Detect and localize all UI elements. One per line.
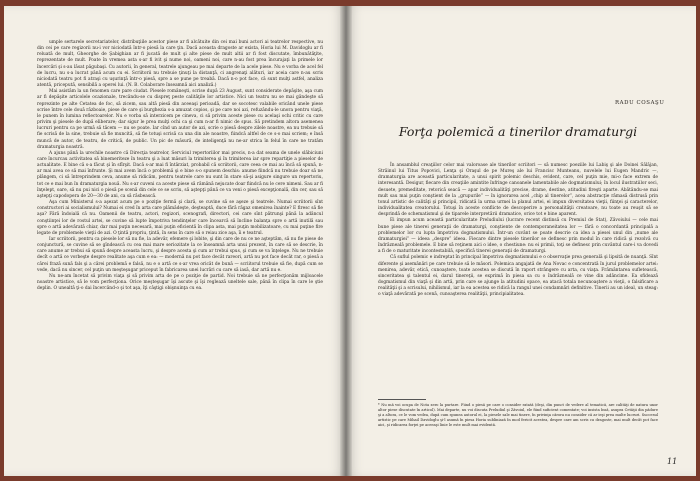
article-author: RADU COSAŞU — [615, 100, 665, 106]
right-page-text — [378, 163, 658, 298]
paragraph: umple sertarele secretariatelor, distribuţiile acestor piese ar fi alcătuite din cei mai buni actori ai teatrelor respective, nu din cei pe care regizorii nu-i vor niciodată într-o piesă la care ţin. Dacă aceasta dragoste ar exista, Horia lui M. Davidoglu ar fi reluată de mult, Gheorghe de Şabighian ar fi jucată de mult şi alte piese de mult altii ar fi fost discutate, îmbunătăţite, reprezentate de mult. Poate în vremea asta s-ar fi ivit şi nume noi, oameni noi, care n-au fost prea încurajaţi la primele lor încercări şi s-au lăsat păgubaşi. Cu autorii, în general, teatrele ajungeau pe mai departe de la acele piese. Nu e vorba de acel fel de lucru, nu s-a lucrat până acum cu ei. Scriitorii nu trebuie ţinuţi la distanţă, ci angrenaţi alături, iar aceia care n-au scris niciodată teatru pot fi atraşi cu uşurinţă într-o piesă, spre a se pune pe treabă. Dacă n-o pot face, că sunt mulţi astfel, analiza atentă, pricepută, sensibilă a operei lui. (N. B. Colaborare înseamnă aici analiză.) — [37, 40, 323, 89]
paragraph: Aşa cum Ministerul s-a aşezat acum pe o poziţie fermă şi clară, se cuvine să se aşeze şi teatrele. Numai scriitorii sînt constructori ai socialismului? Numai ei cred în arta care plămădeşte, deşteaptă, duce fără răgaz omenirea înainte? E firesc să fie aşa? Fără îndoială că nu. Oamenii de teatru, actori, regizori, scenografi, directori, cei care sînt pătrunşi până la adâncul conştiinţei lor de rostul artei, se cuvine să lupte împotriva tendinţelor care încearcă să încline balanţa spre o artă inutilă sau spre o artă adevărată chiar, dar mai puţin necesară, mai puţin eficientă în clipa asta, mai puţin mobilizatoare, cu mai puţine fire legate de problemele vieţii de azi. O ţintă propriu, ţintă, în sens în care să o reiau zice aşa, îi e teatrul. — [37, 200, 323, 236]
paragraph: Că suflul polemic e indreptat în principal împotriva dogmatismului e o observaţie prea generală şi lipsită de nuanţă. Sînt diferente şi asemănări pe care trebuie să le măsori. Polemica angajată de Ana Novac e concentrată în jurul problemelor artei: menirea, adevăr, etică, cunoaştere, toate acestea se discută în raport strângere cu arta, cu viaţa. Frământarea sufletească, sinceritatea şi talentul ei, darul tinereţii, se exprimă în piesa sa cu o îndrăzneală ce vine din adâncime. Ea sfidează dogmatismul din viaţă şi din artă, prin care se ajunge la atitudini opace, ea atacă totala necunoaştere a vieţii, o falsificare a realităţii şi a scrisului, nihilismul, iar la ea acestea se ridică la rangul unei condamnări definitive. Tinerii au un ideal, un steag: o viaţă adevărată pe scenă, cunoaşterea realităţii, principialitatea. — [378, 255, 658, 298]
footnote-rule — [378, 399, 426, 400]
paragraph: Iar scriitorii, pentru ca piesele lor să nu fie, la adevăr, efemere şi lobite, şi din care de nu ce ne aşteptăm, să nu fie piese de conjunctură, se cuvine să se gîndească cu cea mai mare seriozitate la ce înseamnă arta unui prezent, în care să se descrie, în care anume ar trebui să spună despre aceasta lucru, şi despre acesta şi cum ar trebui spus, şi cum se va înţelege. Nu ne trebuie decît o artă ce vorbeşte despre realitate aşa cum e ea: — modernă nu pot face decât rareori, artă nu pot face decât rar, o piesă a cărei frază sună fals şi a cărei problemă e falsă, nu e o artă ce s-ar vrea oricât de bună — scriitorul trebuie să fie, după cum se vede, dacă nu sincer, cel puţin un meşteşugar priceput în fabricarea unei lucrări cu care să iasă, dar artă nu e. — [37, 237, 323, 273]
paragraph: A ajuns până la urechile noastre că Direcţia teatrelor, Serviciul repertoriilor mai precis, n-a dat seama de unele slăbiciuni care încurcau activitatea să binemeriteze în teatru şi a luat măsuri la trimiterea şi în trimiterea iar spre repartiţie a pieselor de actualitate. E bine că s-a făcut şi în sfîrşit. Dacă s-ar mai fi întârziat, probabil că scriitorii, care ceea ce mai au încă să spună, n-ar mai avea ce să mai înfrunte. Şi mai avem încă o problemă şi e bine s-o spunem deschis: anume fiindcă nu trebuie doar să ne plângem, ci să întreprindem ceva, anume să ridicăm, pentru teatrele care nu sunt în stare să-şi asigure singure un repertoriu, tot ce e mai bun în dramaturgia nouă. Nu s-ar cuveni ca aceste piese să rămână nejucate doar fiindcă nu le cere nimeni. Sau ar fi înţelept, oare, să nu pui nici o piesă pe scenă din cele ce se scriu, să aştepţi până ce va veni o piesă excepţională, din cer, sau să aştepţi capodopera de 20—30 de ani, ca să răsbească. — [37, 150, 323, 199]
page-number: 11 — [667, 457, 678, 466]
book-gutter — [340, 6, 352, 476]
left-page-text — [37, 40, 323, 292]
paragraph: În ansamblul creaţiilor celor mai valoroase ale tinerilor scriitori — să numesc poeziile lui Labiş şi ale Doinei Sălăjan, Străinul lui Titus Popovici, Lenţa şi Oraşul de pe Mureş ale lui Francisc Munteanu, nuvelele lui Eugen Mandric —, dramaturgia are această particularitate, a unui spirit polemic deschis, evident, care, cel puţin mie, mi-o face extrem de interesantă. Desigur, fiecare din creaţiile amintite înfringe canoanele lamentabile ale dogmatismului; în locul ilustratiilor seci, desuete, premeditate, retorică seacă — apar individualităţi precise, drame, destine, atitudini fireşti aparte. Abătându-se mai mult sau mai puţin conştient de la „grupurile” — în ignorarea acel „chip al tinerelor”, acea abstracţie rămasă distrusă prin tonul artistic de calităţi şi principii, ridicată la urma urmei la planul artei, ei impun diversitatea vieţii, fiinţei şi caracterelor, individualitatea creatorului. Totuşi în aceste conflicte de descoperire a personalităţii creatoare, nu toate au reuşit să se desprindă de schematismul şi de tiparele interpretării dramatice, orice tot e bine aparent. — [378, 163, 658, 218]
left-page — [4, 6, 346, 476]
article-title: Forţa polemică a tinerilor dramaturgi — [398, 124, 638, 139]
paragraph: Ei impun acum această particularitate Preludiului (lucrare recent distinsă cu Premiul de Stat), Zăvoiului — cele mai bune piese ale tinerei generaţii de dramaturgi, conştiente de contemporaneitatea lor — fără o concordantă principală a problemelor lor cu lupta împotriva dogmatismului. Într-un cuvânt se poate descrie ca idea a piesei unul din „nume ale dramaturgiei” — ideea „despre” ideea. Fiecare dintre piesele tinerilor se definesc prin modul în care ridică şi rezolvă cu îndrăzneală problemele. E bine să reţinem aici o idee, o chestiune: nu ei primii, toţi se definesc prin cuvântul care-i va dovedi a fi de o maturitate incontestabilă, specifică tinerei generaţii de dramaturgi. — [378, 218, 658, 255]
footnote: * Nu mă voi ocupa de Nota zero la purtare. Fiind o piesă pe care o consider ratată (deşi, din punct de vedere al tematicii, are calităţi de natura unor altor piese discutate în articol). Mai departe, nu voi discuta Preludiul şi Zăvoiul, ele fiind suficient comentate; voi insista însă, asupra Cetăţii din pădure şi a altora, ce le vom vedea, după cum spunea autorul ei, la piesele sale mai tinere, în privinţa cărora nu consider că ar ieşi prea multe lucruri. Succesul artistic pe care Mihail Davidoglu şi-l asumă în piesa Horia subliniază în mod fericit acestea, despre care am scris cu dragoste, mai mult decât pot face aici, şi ridicarea forţei pe aceeaşi linie le este mult mai evidentă. — [378, 403, 658, 428]
paragraph: Nu ne-am încetat să privim viaţa şi să privim arta de pe o poziţie de partid. Noi trebuie să ne perfecţionăm mijloacele noastre artistice, să le vom perfecţiona. Orice meşteşugar îşi ascute şi îşi reglează uneltele sale, până în clipa în care le ştie deplin. O unealtă ţi-o dai încercând-o şi tot aşa, îţi câştigi obişnuinţa cu ea. — [37, 273, 323, 292]
paragraph: Mai asistăm la un fenomen care pare ciudat. Piesele româneşti, scrise după 23 August, sunt considerate depăşite, aşa cum ar fi depăşite articolele ocazionale, trecându-se cu dispreţ peste calităţile lor artistice. Nici un teatru nu se mai gândeşte să reprezinte pe alte Cetatea de foc, să zicem, sau altă piesă din aceeaşi perioadă, dar se socotesc valabile oricând unele piese scrise între cele două războaie, piese de care şi burghezia s-a amuzat copios, şi pe care noi azi, refuzându-le unora pentru viaţă, le punem în lumina reflectoarelor. Nu e vorba să interzicem pe cineva, ci să privim aceste piese cu acelaşi ochi critic cu care privim şi piesele de după eliberare; dar sigur le prea mulţi ochi ca şi cum n-ar fi nimic de spus. Să pretindem altora asemenea lucruri pentru ca pe urmă să tăcem — nu se poate. Iar cînd un autor de azi, scrie o piesă despre zilele noastre, ea nu trebuie să fie scrisă de la sine, trebuie să fie muncită, să fie totuşi scrisă ca una din ale noastre, fiindcă altfel de ce s-o mai scriem; e însă muncă de autor, de teatru, de critică, de public. Un pic de măsură, de inteligenţă nu ne-ar strica în felul în care ne tratăm dramaturgia noastră. — [37, 89, 323, 150]
right-page — [346, 6, 696, 476]
